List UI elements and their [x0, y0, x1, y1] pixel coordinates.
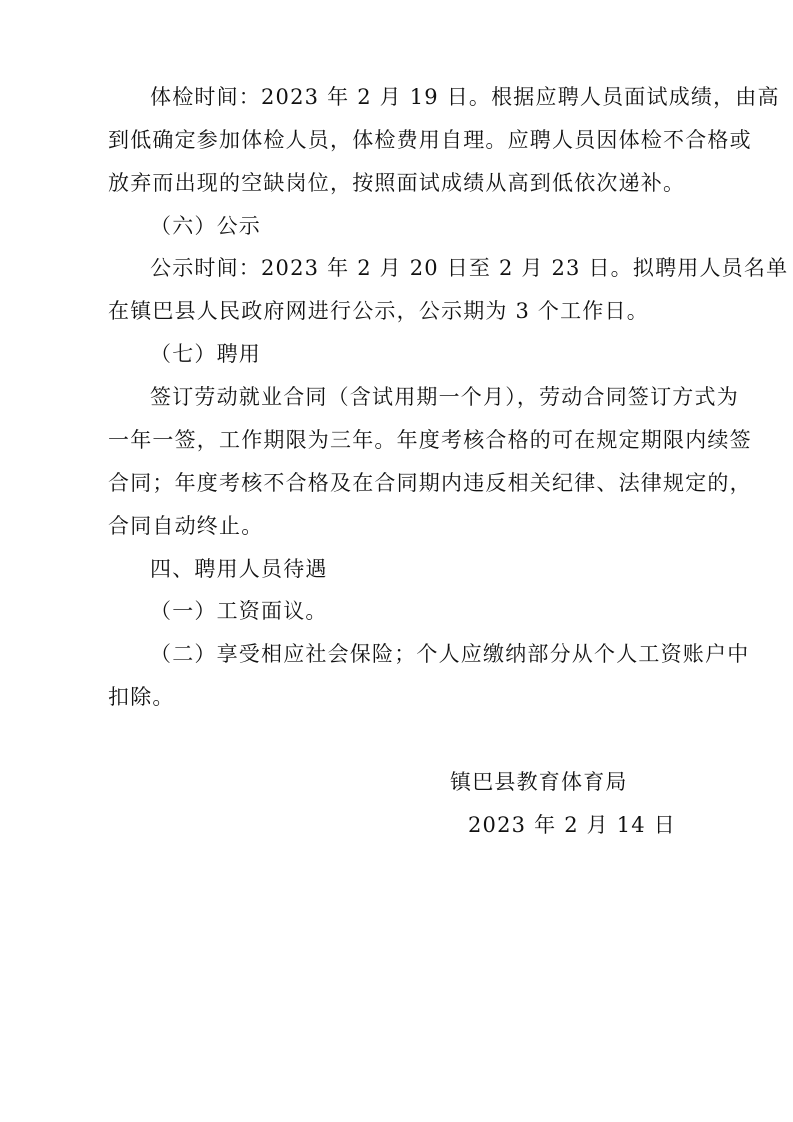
compensation-item-insurance-line-2: 扣除。 [108, 685, 175, 709]
exam-paragraph-line-1: 体检时间：2023 年 2 月 19 日。根据应聘人员面试成绩，由高 [150, 85, 780, 109]
compensation-item-insurance-line-1: （二）享受相应社会保险；个人应缴纳部分从个人工资账户中 [150, 642, 750, 666]
publicity-paragraph-line-2: 在镇巴县人民政府网进行公示，公示期为 3 个工作日。 [108, 299, 649, 323]
exam-paragraph-line-2: 到低确定参加体检人员，体检费用自理。应聘人员因体检不合格或 [108, 128, 752, 152]
issuing-organization: 镇巴县教育体育局 [450, 770, 628, 794]
exam-paragraph-line-3: 放弃而出现的空缺岗位，按照面试成绩从高到低依次递补。 [108, 171, 686, 195]
employment-paragraph-line-3: 合同；年度考核不合格及在合同期内违反相关纪律、法律规定的， [108, 471, 752, 495]
issue-date: 2023 年 2 月 14 日 [468, 813, 676, 837]
employment-paragraph-line-2: 一年一签，工作期限为三年。年度考核合格的可在规定期限内续签 [108, 428, 752, 452]
section-heading-publicity: （六）公示 [150, 214, 261, 238]
employment-paragraph-line-4: 合同自动终止。 [108, 514, 264, 538]
publicity-paragraph-line-1: 公示时间：2023 年 2 月 20 日至 2 月 23 日。拟聘用人员名单 [150, 256, 789, 280]
compensation-item-salary: （一）工资面议。 [150, 599, 328, 623]
section-heading-employment: （七）聘用 [150, 342, 261, 366]
employment-paragraph-line-1: 签订劳动就业合同（含试用期一个月），劳动合同签订方式为 [150, 385, 739, 409]
section-heading-compensation: 四、聘用人员待遇 [150, 557, 328, 581]
